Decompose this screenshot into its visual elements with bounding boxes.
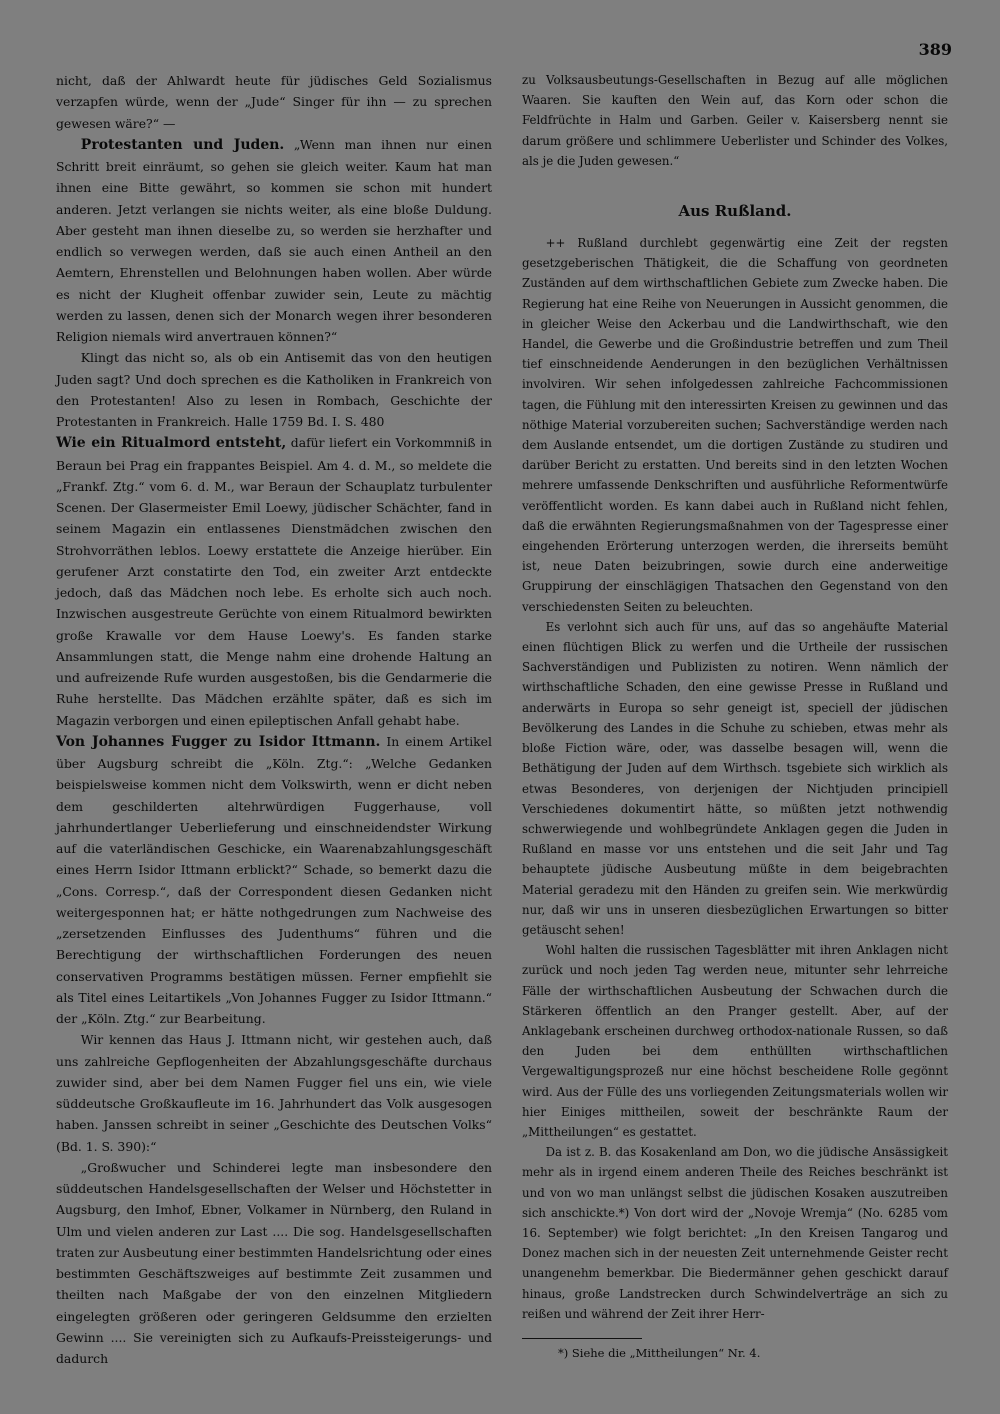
paragraph: nicht, daß der Ahlwardt heute für jüdisches Geld Sozialismus verzapfen würde, wenn der „Jude“ Singer für ihn — zu sprechen gewesen wäre?“ —: [56, 73, 492, 131]
paragraph: ++ Rußland durchlebt gegenwärtig eine Zeit der regsten gesetzgeberischen Thätigkeit, die die Schaffung von geordneten Zuständen auf dem wirthschaftlichen Gebiete zum Zwecke haben. Die Regierung hat eine Reihe von Neuerungen in Aussicht genommen, die in gleicher Weise den Ackerbau und die Landwirthschaft, wie den Handel, die Gewerbe und die Großindustrie betreffen und zum Theil tief einschneidende Aenderungen in den bezüglichen Verhältnissen involviren. Wir sehen infolgedessen zahlreiche Fachcommissionen tagen, die Fühlung mit den interessirten Kreisen zu gewinnen und das nöthige Material vorzubereiten suchen; Sachverständige werden nach dem Auslande entsendet, um die dortigen Zustände zu studiren und darüber Bericht zu erstatten. Und bereits sind in den letzten Wochen mehrere umfassende Denkschriften und ausführliche Reformentwürfe veröffentlicht worden. Es kann dabei auch in Rußland nicht fehlen, daß die erwähnten Regierungsmaßnahmen von der Tagespresse einer eingehenden Erörterung unterzogen werden, die ihrerseits bemüht ist, neue Daten beizubringen, sowie durch eine anderweitige Gruppirung der einschlägigen Thatsachen den Gegenstand von den verschiedensten Seiten zu beleuchten.: [522, 236, 948, 614]
article-text: „Wenn man ihnen nur einen Schritt breit einräumt, so gehen sie gleich weiter. Kaum hat man ihnen eine Bitte gewährt, so kommen sie schon mit hundert anderen. Jetzt verlangen sie nichts weiter, als eine bloße Duldung. Aber gesteht man ihnen dieselbe zu, so werden sie herzhafter und endlich so verwegen werden, daß sie auch einen Antheil an den Aemtern, Ehrenstellen und Belohnungen haben wollen. Aber würde es nicht der Klugheit offenbar zuwider sein, Leute zu mächtig werden zu lassen, denen sich der Monarch wegen ihrer besonderen Religion niemals wird anvertrauen können?“: [56, 136, 492, 344]
right-column: [522, 70, 948, 1361]
left-column: [56, 70, 492, 1369]
article-heading: Von Johannes Fugger zu Isidor Ittmann.: [56, 733, 381, 750]
paragraph: Klingt das nicht so, als ob ein Antisemit das von den heutigen Juden sagt? Und doch sprechen es die Katholiken in Frankreich von den Protestanten! Also zu lesen in Rombach, Geschichte der Protestanten in Frankreich. Halle 1759 Bd. I. S. 480: [56, 350, 492, 429]
page-number: 389: [918, 40, 952, 59]
paragraph: [56, 731, 492, 1030]
paragraph: Wir kennen das Haus J. Ittmann nicht, wir gestehen auch, daß uns zahlreiche Gepflogenheiten der Abzahlungsgeschäfte durchaus zuwider sind, aber bei dem Namen Fugger fiel uns ein, wie viele süddeutsche Großkaufleute im 16. Jahrhundert das Volk ausgesogen haben. Janssen schreibt in seiner „Geschichte des Deutschen Volks“ (Bd. 1. S. 390):“: [56, 1032, 492, 1154]
article-text: In einem Artikel über Augsburg schreibt die „Köln. Ztg.“: „Welche Gedanken beispielsweise kommen nicht dem Volkswirth, wenn er dicht neben dem geschilderten altehrwürdigen Fuggerhause, voll jahrhundertlanger Ueberlieferung und einschneidendster Wirkung auf die vaterländischen Geschicke, ein Waarenabzahlungsgeschäft eines Herrn Isidor Ittmann erblickt?“ Schade, so bemerkt dazu die „Cons. Corresp.“, daß der Correspondent diesen Gedanken nicht weitergesponnen hat; er hätte nothgedrungen zum Nachweise des „zersetzenden Einflusses des Judenthums“ führen und die Berechtigung der wirthschaftlichen Forderungen des neuen conservativen Programms bestätigen müssen. Ferner empfiehlt sie als Titel eines Leitartikels „Von Johannes Fugger zu Isidor Ittmann.“ der „Köln. Ztg.“ zur Bearbeitung.: [56, 733, 492, 1026]
section-title: Aus Rußland.: [678, 202, 792, 221]
paragraph: Da ist z. B. das Kosakenland am Don, wo die jüdische Ansässigkeit mehr als in irgend einem anderen Theile des Reiches beschränkt ist und von wo man unlängst selbst die jüdischen Kosaken auszutreiben sich anschickte.*) Von dort wird der „Novoje Wremja“ (No. 6285 vom 16. September) wie folgt berichtet: „In den Kreisen Tangarog und Donez machen sich in der neuesten Zeit unternehmende Geister recht unangenehm bemerkbar. Die Biedermänner gehen geschickt darauf hinaus, große Landstrecken durch Schwindelverträge an sich zu reißen und während der Zeit ihrer Herr-: [522, 1145, 948, 1321]
footnote-divider: [522, 1338, 642, 1339]
paragraph: Wohl halten die russischen Tagesblätter mit ihren Anklagen nicht zurück und noch jeden Tag werden neue, mitunter sehr lehrreiche Fälle der wirthschaftlichen Ausbeutung der Schwachen durch die Stärkeren öffentlich an den Pranger gestellt. Aber, auf der Anklagebank erscheinen durchweg orthodox-nationale Russen, so daß den Juden bei dem enthüllten wirthschaftlichen Vergewaltigungsprozeß nur eine höchst bescheidene Rolle gegönnt wird. Aus der Fülle des uns vorliegenden Zeitungsmaterials wollen wir hier Einiges mittheilen, soweit der beschränkte Raum der „Mittheilungen“ es gestattet.: [522, 943, 948, 1139]
paragraph: „Großwucher und Schinderei legte man insbesondere den süddeutschen Handelsgesellschaften der Welser und Höchstetter in Augsburg, den Imhof, Ebner, Volkamer in Nürnberg, den Ruland in Ulm und vielen anderen zur Last .... Die sog. Handelsgesellschaften traten zur Ausbeutung einer bestimmten Handelsrichtung oder eines bestimmten Geschäftszweiges auf bestimmte Zeit zusammen und theilten nach Maßgabe der von den einzelnen Mitgliedern eingelegten größeren oder geringeren Geldsumme den erzielten Gewinn .... Sie vereinigten sich zu Aufkaufs-Preissteigerungs- und dadurch: [56, 1159, 492, 1366]
article-heading: Protestanten und Juden.: [80, 136, 285, 153]
paragraph: zu Volksausbeutungs-Gesellschaften in Bezug auf alle möglichen Waaren. Sie kauften den Wein auf, das Korn oder schon die Feldfrüchte in Halm und Garben. Geiler v. Kaisersberg nennt sie darum größere und schlimmere Ueberlister und Schinder des Volkes, als je die Juden gewesen.“: [522, 73, 948, 168]
article-heading: Wie ein Ritualmord entsteht,: [56, 435, 287, 452]
article-text: dafür liefert ein Vorkommniß in Beraun bei Prag ein frappantes Beispiel. Am 4. d. M., so meldete die „Frankf. Ztg.“ vom 6. d. M., war Beraun der Schauplatz turbulenter Scenen. Der Glasermeister Emil Loewy, jüdischer Schächter, fand in seinem Magazin ein entlassenes Dienstmädchen zwischen den Strohvorräthen leblos. Loewy erstattete die Anzeige hierüber. Ein gerufener Arzt constatirte den Tod, ein zweiter Arzt entdeckte jedoch, daß das Mädchen noch lebe. Es erholte sich auch noch. Inzwischen ausgestreute Gerüchte von einem Ritualmord bewirkten große Krawalle vor dem Hause Loewy's. Es fanden starke Ansammlungen statt, die Menge nahm eine drohende Haltung an und aufreizende Rufe wurden ausgestoßen, bis die Gendarmerie die Ruhe herstellte. Das Mädchen erzählte später, daß es sich im Magazin verborgen und einen epileptischen Anfall gehabt habe.: [56, 435, 492, 728]
paragraph: [56, 134, 492, 348]
paragraph: [56, 432, 492, 731]
paragraph: Es verlohnt sich auch für uns, auf das so angehäufte Material einen flüchtigen Blick zu werfen und die Urtheile der russischen Sachverständigen und Publizisten zu notiren. Wenn nämlich der wirthschaftliche Schaden, den eine gewisse Presse in Rußland und anderwärts in Europa so sehr geneigt ist, speciell der jüdischen Bevölkerung des Landes in die Schuhe zu schieben, etwas mehr als bloße Fiction wäre, oder, was dasselbe besagen will, wenn die Bethätigung der Juden auf dem Wirthsch. tsgebiete sich wirklich als etwas Besonderes, von derjenigen der Nichtjuden principiell Verschiedenes dokumentirt hätte, so müßten jetzt nothwendig schwerwiegende und wohlbegründete Anklagen gegen die Juden in Rußland en masse vor uns entstehen und die seit Jahr und Tag behauptete jüdische Ausbeutung müßte in dem beigebrachten Material geradezu mit den Händen zu greifen sein. Wie merkwürdig nur, daß wir uns in unseren diesbezüglichen Erwartungen so bitter getäuscht sehen!: [522, 619, 948, 937]
footnote: *) Siehe die „Mittheilungen“ Nr. 4.: [558, 1345, 761, 1360]
